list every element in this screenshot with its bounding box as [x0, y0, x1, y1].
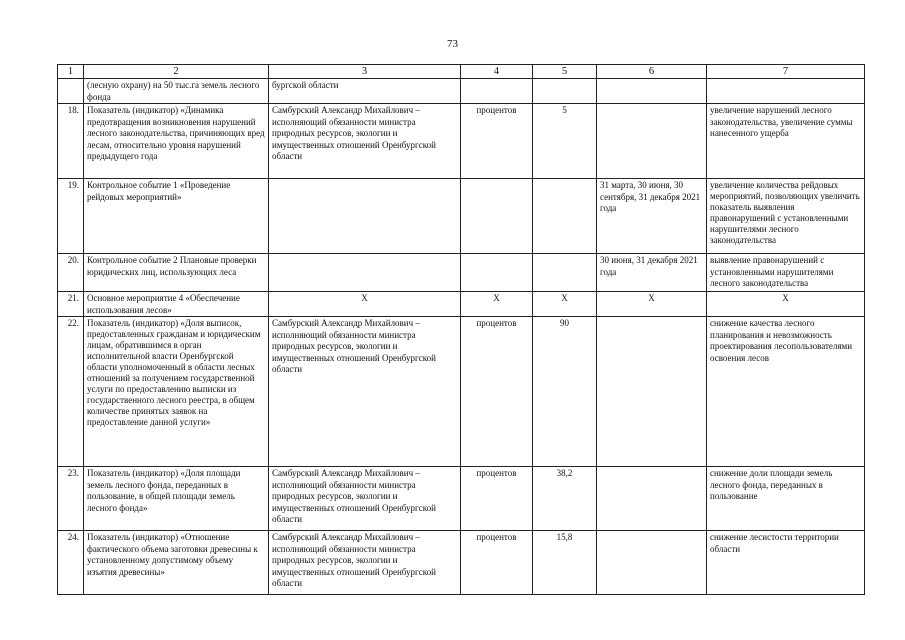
unit: [461, 254, 533, 292]
responsible-person: Самбурский Александр Михайлович – исполняющий обязанности министра природных ресурсов, экологии и имущественных отношений Оренбургской области: [269, 531, 461, 595]
measure-name: Показатель (индикатор) «Доля выписок, предоставленных гражданам и юридическим лицам, обратившимся в орган исполнительной власти Оренбургской области уполномоченный в области лесных отношений за получением государственной услуги по предоставлению выписки из государственного лесного реестра, в общем количестве принятых заявок на предоставление данной услуги»: [84, 317, 269, 467]
column-header: 4: [461, 65, 533, 79]
row-number: 19.: [58, 179, 84, 254]
deadline: [597, 467, 707, 531]
consequence: [707, 79, 865, 104]
row-number: 23.: [58, 467, 84, 531]
table-row: [58, 292, 865, 317]
measure-name: Показатель (индикатор) «Доля площади земель лесного фонда, переданных в пользование, в общей площади земель лесного фонда»: [84, 467, 269, 531]
indicator-value: 15,8: [533, 531, 597, 595]
row-number: 18.: [58, 104, 84, 179]
responsible-person: Самбурский Александр Михайлович – исполняющий обязанности министра природных ресурсов, экологии и имущественных отношений Оренбургской области: [269, 104, 461, 179]
unit: процентов: [461, 104, 533, 179]
column-header: 2: [84, 65, 269, 79]
measure-name: Показатель (индикатор) «Динамика предотвращения возникновения нарушений лесного законодательства, причиняющих вред лесам, относительно уровня нарушений предыдущего года: [84, 104, 269, 179]
deadline: [597, 317, 707, 467]
indicator-value: [533, 79, 597, 104]
measure-name: Контрольное событие 2 Плановые проверки юридических лиц, использующих леса: [84, 254, 269, 292]
unit: процентов: [461, 531, 533, 595]
table-row: [58, 179, 865, 254]
measures-table: [57, 64, 865, 595]
consequence: снижение качества лесного планирования и невозможность проектирования лесопользователями освоения лесов: [707, 317, 865, 467]
responsible-person: [269, 179, 461, 254]
column-header: 3: [269, 65, 461, 79]
consequence: выявление правонарушений с установленными нарушителями лесного законодательства: [707, 254, 865, 292]
table-row: [58, 531, 865, 595]
page-number: 73: [447, 38, 458, 50]
unit: [461, 179, 533, 254]
indicator-value: Х: [533, 292, 597, 317]
deadline: 31 марта, 30 июня, 30 сентября, 31 декабря 2021 года: [597, 179, 707, 254]
table-row: [58, 317, 865, 467]
unit: процентов: [461, 317, 533, 467]
deadline: 30 июня, 31 декабря 2021 года: [597, 254, 707, 292]
measure-name: Основное мероприятие 4 «Обеспечение использования лесов»: [84, 292, 269, 317]
deadline: [597, 104, 707, 179]
column-header: 6: [597, 65, 707, 79]
measure-name: Показатель (индикатор) «Отношение фактического объема заготовки древесины к установленному допустимому объему изъятия древесины»: [84, 531, 269, 595]
unit: [461, 79, 533, 104]
table-row: [58, 467, 865, 531]
column-header: 7: [707, 65, 865, 79]
responsible-person: бургской области: [269, 79, 461, 104]
indicator-value: 5: [533, 104, 597, 179]
consequence: снижение доли площади земель лесного фонда, переданных в пользование: [707, 467, 865, 531]
measure-name: Контрольное событие 1 «Проведение рейдовых мероприятий»: [84, 179, 269, 254]
responsible-person: Х: [269, 292, 461, 317]
deadline: [597, 79, 707, 104]
consequence: увеличение количества рейдовых мероприятий, позволяющих увеличить показатель выявления правонарушений с установленными нарушителями лесного законодательства: [707, 179, 865, 254]
deadline: Х: [597, 292, 707, 317]
unit: процентов: [461, 467, 533, 531]
indicator-value: [533, 179, 597, 254]
header-row: [58, 65, 865, 79]
row-number: 21.: [58, 292, 84, 317]
row-number: [58, 79, 84, 104]
row-number: 24.: [58, 531, 84, 595]
row-number: 20.: [58, 254, 84, 292]
deadline: [597, 531, 707, 595]
measure-name: (лесную охрану) на 50 тыс.га земель лесного фонда: [84, 79, 269, 104]
table-row: [58, 254, 865, 292]
indicator-value: 38,2: [533, 467, 597, 531]
consequence: снижение лесистости территории области: [707, 531, 865, 595]
column-header: 1: [58, 65, 84, 79]
table-row: [58, 79, 865, 104]
table-row: [58, 104, 865, 179]
row-number: 22.: [58, 317, 84, 467]
responsible-person: Самбурский Александр Михайлович – исполняющий обязанности министра природных ресурсов, экологии и имущественных отношений Оренбургской области: [269, 317, 461, 467]
column-header: 5: [533, 65, 597, 79]
responsible-person: Самбурский Александр Михайлович – исполняющий обязанности министра природных ресурсов, экологии и имущественных отношений Оренбургской области: [269, 467, 461, 531]
unit: Х: [461, 292, 533, 317]
consequence: Х: [707, 292, 865, 317]
indicator-value: 90: [533, 317, 597, 467]
consequence: увеличение нарушений лесного законодательства, увеличение суммы нанесенного ущерба: [707, 104, 865, 179]
indicator-value: [533, 254, 597, 292]
responsible-person: [269, 254, 461, 292]
